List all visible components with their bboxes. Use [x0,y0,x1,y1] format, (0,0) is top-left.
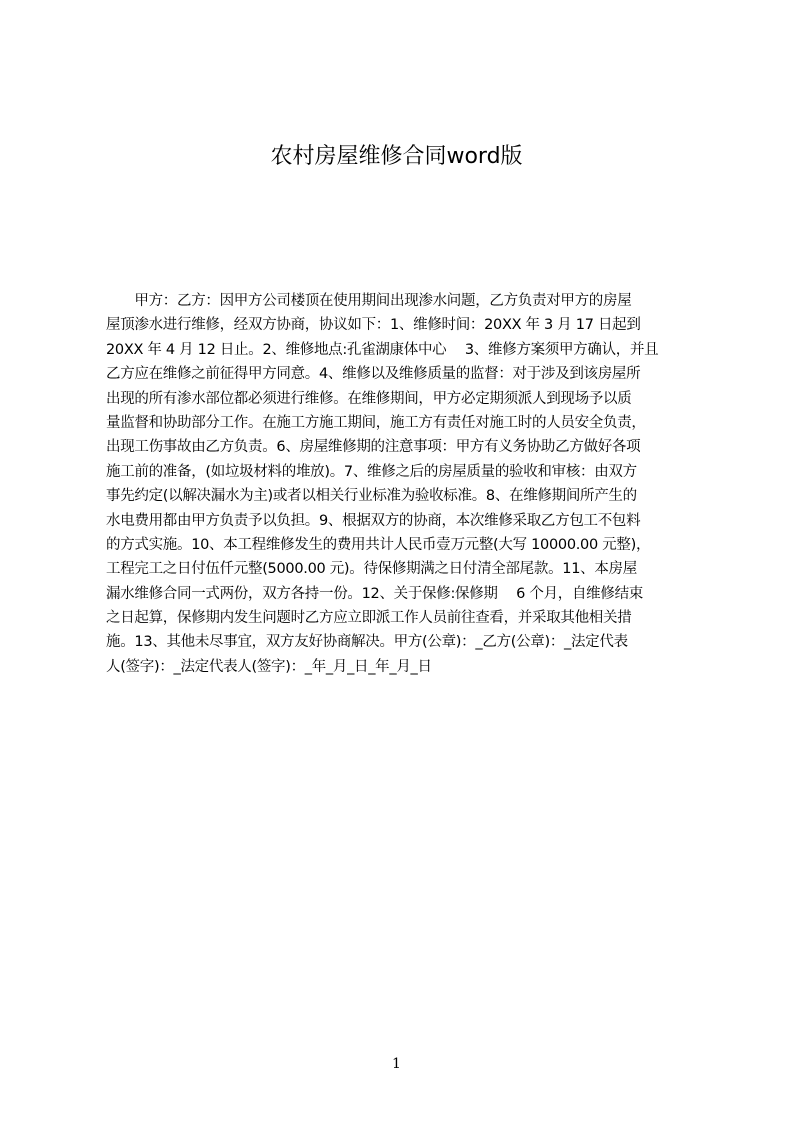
body-line: 屋顶渗水进行维修，经双方协商，协议如下：1、维修时间：20XX 年 3 月 17 日起到 [106,317,641,334]
body-line: 甲方：乙方：因甲方公司楼顶在使用期间出现渗水问题，乙方负责对甲方的房屋 [106,293,632,309]
body-line: 出现工伤事故由乙方负责。6、房屋维修期的注意事项：甲方有义务协助乙方做好各项 [106,439,641,456]
body-line: 水电费用都由甲方负责予以负担。9、根据双方的协商，本次维修采取乙方包工不包料 [106,512,641,529]
body-line: 工程完工之日付伍仟元整(5000.00 元)。待保修期满之日付清全部尾款。11、本房屋 [106,561,637,578]
contract-body [106,289,700,679]
document-title: 农村房屋维修合同word版 [270,144,523,169]
body-line: 出现的所有渗水部位都必须进行维修。在维修期间，甲方必定期须派人到现场予以质 [106,390,632,407]
body-line: 20XX 年 4 月 12 日止。2、维修地点:孔雀湖康体中心 3、维修方案须甲方确认，并且 [106,341,659,358]
body-line: 事先约定(以解决漏水为主)或者以相关行业标准为验收标准。8、在维修期间所产生的 [106,488,637,505]
body-line: 乙方应在维修之前征得甲方同意。4、维修以及维修质量的监督：对于涉及到该房屋所 [106,366,641,383]
body-line: 人(签字)：_法定代表人(签字)：_年_月_日_年_月_日 [106,658,432,675]
body-line: 漏水维修合同一式两份，双方各持一份。12、关于保修:保修期 6 个月，自维修结束 [106,585,643,602]
body-line: 施。13、其他未尽事宜，双方友好协商解决。甲方(公章)：_乙方(公章)：_法定代表 [106,634,628,651]
page-number: 1 [392,1056,401,1072]
body-line: 量监督和协助部分工作。在施工方施工期间，施工方有责任对施工时的人员安全负责， [106,414,646,431]
body-line: 之日起算，保修期内发生问题时乙方应立即派工作人员前往查看，并采取其他相关措 [106,610,632,627]
body-line: 施工前的准备，(如垃圾材料的堆放)。7、维修之后的房屋质量的验收和审核：由双方 [106,463,637,480]
body-line: 的方式实施。10、本工程维修发生的费用共计人民币壹万元整(大写 10000.00 元整)， [106,536,651,553]
